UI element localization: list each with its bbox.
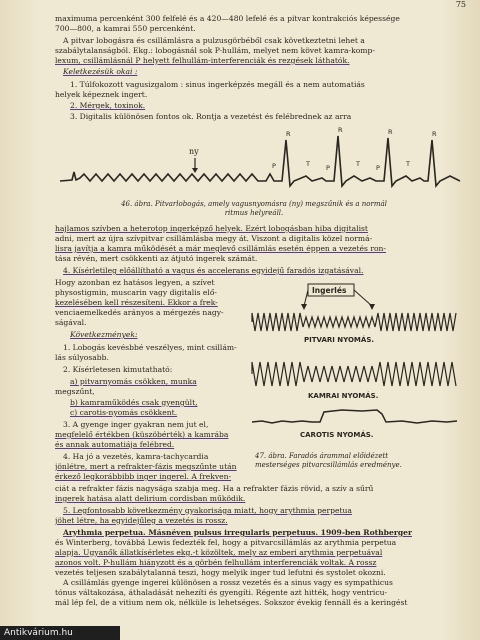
label-ingerles: Ingerlés bbox=[312, 286, 347, 295]
vagus-arrow-head bbox=[192, 168, 198, 173]
stim-arrow-right-head bbox=[369, 304, 375, 310]
list-item: 3. Digitalis különösen fontos ok. Rontja a vezetést és felébrednek az arra bbox=[70, 112, 352, 121]
text-line: tása révén, mert csökkenti az átjutó ingerek számát. bbox=[55, 254, 258, 263]
text-line: mál lép fel, de a vitium nem ok, nélküle is lehetséges. Sokszor évekig fennáll és a keringést bbox=[55, 598, 408, 607]
label-r: R bbox=[388, 128, 393, 136]
list-item: 2. Mérgek, toxinok. bbox=[70, 101, 146, 110]
text-line: 4. Kísérletileg előállítható a vagus és accelerans egyidejű faradós izgatásával. bbox=[63, 266, 364, 275]
text-line: megfelelő értékben (küszöbérték) a kamrába bbox=[55, 430, 229, 439]
figure-47-caption: 47. ábra. Faradós árammal előidézett bbox=[255, 452, 389, 460]
stim-arrow-right bbox=[354, 290, 372, 306]
page-number: 75 bbox=[455, 0, 466, 9]
list-item: 1. Lobogás kevésbbé veszélyes, mint csillám- bbox=[63, 343, 237, 352]
text-line: hajlamos szívben a heterotop ingerképző helyek. Ezért lobogásban hiba digitalist bbox=[55, 224, 368, 233]
text-line: és annak automatiája felébred. bbox=[55, 440, 175, 449]
text-line: venciaemelkedés arányos a mérgezés nagy- bbox=[55, 308, 224, 317]
text-line: physostigmin, muscarin vagy digitalis elő- bbox=[55, 288, 217, 297]
list-item: a) pitvarnyomás csökken, munka bbox=[70, 377, 197, 386]
text-line: megszűnt, bbox=[55, 387, 95, 396]
list-item: b) kamraműködés csak gyengült, bbox=[70, 398, 198, 407]
list-item: 2. Kísérletesen kimutatható: bbox=[63, 365, 173, 374]
text-line: ságával. bbox=[55, 318, 87, 327]
text-line: lexum, csillámlásnál P helyett felhullám-interferenciák és rezgések láthatók. bbox=[55, 56, 350, 65]
carotis-trace bbox=[252, 410, 457, 423]
text-line: jöhet létre, ha egyidejűleg a vezetés is rossz. bbox=[55, 516, 228, 525]
pitvari-trace bbox=[252, 313, 456, 331]
figure-47-tracing bbox=[252, 282, 462, 457]
text-line: lás súlyosabb. bbox=[55, 353, 109, 362]
figure-46-caption: ritmus helyreáll. bbox=[224, 209, 284, 217]
label-kamrai: KAMRAI NYOMÁS. bbox=[308, 392, 379, 400]
text-line: és Winterberg, továbbá Lewis fedezték fel, hogy a pitvarcsillámlás az arythmia perpetua bbox=[55, 538, 397, 547]
list-item: 3. A gyenge inger gyakran nem jut el, bbox=[63, 420, 209, 429]
ecg-trace bbox=[60, 136, 460, 186]
stim-arrow-left-head bbox=[301, 304, 307, 310]
site-watermark[interactable]: Antikvárium.hu bbox=[0, 626, 120, 640]
text-line: alapja. Ugyanők állatkísérletes ekg.-t közöltek, mely az emberi arythmia perpetuával bbox=[55, 548, 383, 557]
paragraph-heading: Arythmia perpetua. Másnéven pulsus irregularis perpetuus. 1909-ben Rothberger bbox=[63, 528, 412, 537]
label-r: R bbox=[286, 130, 291, 138]
list-item: 1. Túlfokozott vagusizgalom : sinus ingerképzés megáll és a nem automatiás bbox=[70, 80, 365, 89]
text-line: ciát a refrakter fázis nagysága szabja meg. Ha a refrakter fázis rövid, a szív a sűrű bbox=[55, 484, 374, 493]
label-t: T bbox=[306, 160, 310, 168]
label-ny: ny bbox=[189, 147, 199, 156]
kamrai-trace bbox=[252, 362, 456, 386]
list-item: c) carotis-nyomás csökkent. bbox=[70, 408, 178, 417]
label-t: T bbox=[356, 160, 360, 168]
label-pitvari: PITVARI NYOMÁS. bbox=[304, 336, 375, 344]
label-carotis: CAROTIS NYOMÁS. bbox=[300, 431, 374, 439]
label-p: P bbox=[326, 164, 330, 172]
label-p: P bbox=[272, 162, 276, 170]
label-p: P bbox=[376, 164, 380, 172]
text-line: érkező legkorábbibb inger ingerel. A frekven- bbox=[55, 472, 232, 481]
list-item: 4. Ha jó a vezetés, kamra-tachycardia bbox=[63, 452, 209, 461]
stim-arrow-left bbox=[304, 290, 308, 306]
section-heading: Következmények: bbox=[70, 330, 138, 339]
text-line: 5. Legfontosabb következmény gyakorisága miatt, hogy arythmia perpetua bbox=[63, 506, 352, 515]
text-line: lisra javítja a kamra működését a már meglevő csillámlás esetén éppen a vezetés ron- bbox=[55, 244, 386, 253]
label-r: R bbox=[432, 130, 437, 138]
text-line: Hogy azonban ez hatásos legyen, a szívet bbox=[55, 278, 215, 287]
figure-46-caption: 46. ábra. Pitvarlobogás, amely vagusnyomásra (ny) megszűnik és a normál bbox=[121, 200, 387, 208]
label-r: R bbox=[338, 126, 343, 134]
figure-47-caption: mesterséges pitvarcsillámlás eredménye. bbox=[255, 461, 402, 469]
text-line: szabálytalanságból. Ekg.: lobogásnál sok P-hullám, melyet nem követ kamra-komp- bbox=[55, 46, 375, 55]
text-line: adni, mert az újra szívpitvar csillámlásba megy át. Viszont a digitalis közel normá- bbox=[55, 234, 373, 243]
text-line: A csillámlás gyenge ingerei különösen a rossz vezetés és a sinus vagy es sympathicus bbox=[63, 578, 393, 587]
text-line: 700—800, a kamrai 550 percenként. bbox=[55, 24, 196, 33]
text-line: helyek képeznek ingert. bbox=[55, 90, 148, 99]
text-line: ingerek hatása alatt delirium cordisban működik. bbox=[55, 494, 246, 503]
text-line: azonos volt. P-hullám hiányzott és a görbén felhullám interferenciák voltak. A rossz bbox=[55, 558, 377, 567]
figure-46-ecg bbox=[50, 126, 470, 196]
text-line: tónus váltakozása, áthaladását nehezíti és gyengíti. Régente azt hitték, hogy ventricu- bbox=[55, 588, 388, 597]
section-heading: Keletkezésük okai : bbox=[63, 67, 138, 76]
text-line: A pitvar lobogásra és csillámlásra a pulzusgörbéből csak következtetni lehet a bbox=[63, 36, 365, 45]
label-t: T bbox=[406, 160, 410, 168]
text-line: jönlétre, mert a refrakter-fázis megszűnte után bbox=[55, 462, 237, 471]
text-line: vezetés teljesen szabálytalanná teszi, hogy melyik inger tud lefutni és systolet okozni. bbox=[55, 568, 386, 577]
text-line: kezelésében kell részesíteni. Ekkor a frek- bbox=[55, 298, 218, 307]
text-line: maximuma percenként 300 felfelé és a 420—480 lefelé és a pitvar kontrakciós képessége bbox=[55, 14, 400, 23]
